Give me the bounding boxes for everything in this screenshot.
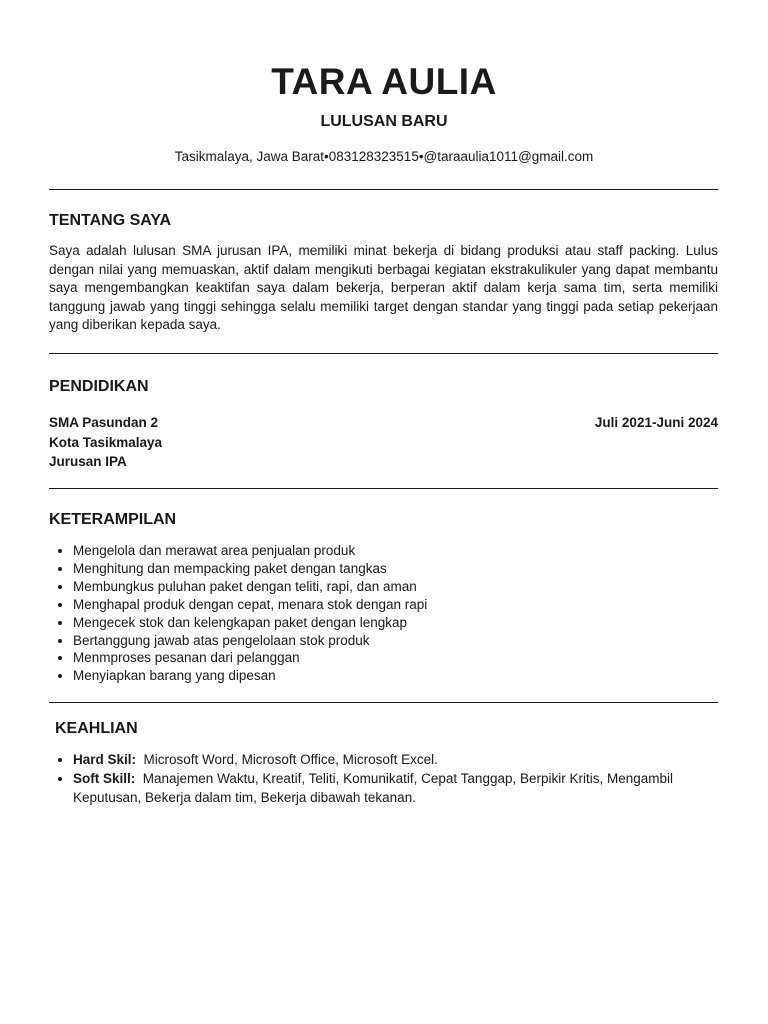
skill-item: • Menyiapkan barang yang dipesan (73, 667, 742, 685)
skill-item: • Mengelola dan merawat area penjualan produk (73, 542, 742, 560)
skill-item: • Menghitung dan mempacking paket dengan tangkas (73, 560, 742, 578)
education-major: Jurusan IPA (49, 454, 127, 469)
divider (49, 702, 718, 703)
expertise-list (49, 750, 742, 807)
expertise-item (73, 769, 742, 807)
divider (49, 488, 718, 489)
candidate-name: TARA AULIA (271, 61, 497, 102)
about-title: TENTANG SAYA (49, 212, 172, 229)
candidate-subtitle: LULUSAN BARU (320, 113, 448, 130)
education-period: Juli 2021-Juni 2024 (594, 415, 718, 430)
expertise-value: Microsoft Word, Microsoft Office, Microsoft Excel. (143, 752, 438, 767)
education-city: Kota Tasikmalaya (49, 434, 163, 450)
skill-item: • Membungkus puluhan paket dengan teliti, rapi, dan aman (73, 578, 742, 596)
contact-info: Tasikmalaya, Jawa Barat•083128323515•@taraaulia1011@gmail.com (174, 149, 594, 164)
skill-item: • Mengecek stok dan kelengkapan paket dengan lengkap (73, 614, 742, 632)
skill-item: • Menghapal produk dengan cepat, menara stok dengan rapi (73, 596, 742, 614)
education-school: SMA Pasundan 2 (49, 415, 159, 430)
expertise-label: Hard Skil: (73, 752, 137, 767)
skill-item: • Menmproses pesanan dari pelanggan (73, 649, 742, 667)
expertise-title: KEAHLIAN (55, 720, 138, 737)
expertise-value: Manajemen Waktu, Kreatif, Teliti, Komunikatif, Cepat Tanggap, Berpikir Kritis, Mengambil Keputusan, Bekerja dalam tim, Bekerja dibawah tekanan. (73, 771, 674, 805)
about-text: Saya adalah lulusan SMA jurusan IPA, memiliki minat bekerja di bidang produksi atau staff packing. Lulus dengan nilai yang memuaskan, aktif dalam mengikuti berbagai kegiatan ekstrakulikuler yang dapat membantu saya mengembangkan keaktifan saya dalam bekerja, berperan aktif dalam kerja sama tim, serta memiliki tanggung jawab yang tinggi sehingga selalu memiliki target dengan standar yang tinggi pada setiap pekerjaan yang diberikan kepada saya. (49, 243, 718, 332)
expertise-label: Soft Skill: (73, 771, 136, 786)
education-title: PENDIDIKAN (49, 378, 149, 395)
divider (49, 353, 718, 354)
education-entry (49, 413, 718, 472)
divider (49, 189, 718, 190)
expertise-item (73, 750, 742, 769)
skills-list (49, 542, 742, 685)
skill-item: • Bertanggung jawab atas pengelolaan stok produk (73, 632, 742, 650)
skills-title: KETERAMPILAN (49, 511, 177, 528)
